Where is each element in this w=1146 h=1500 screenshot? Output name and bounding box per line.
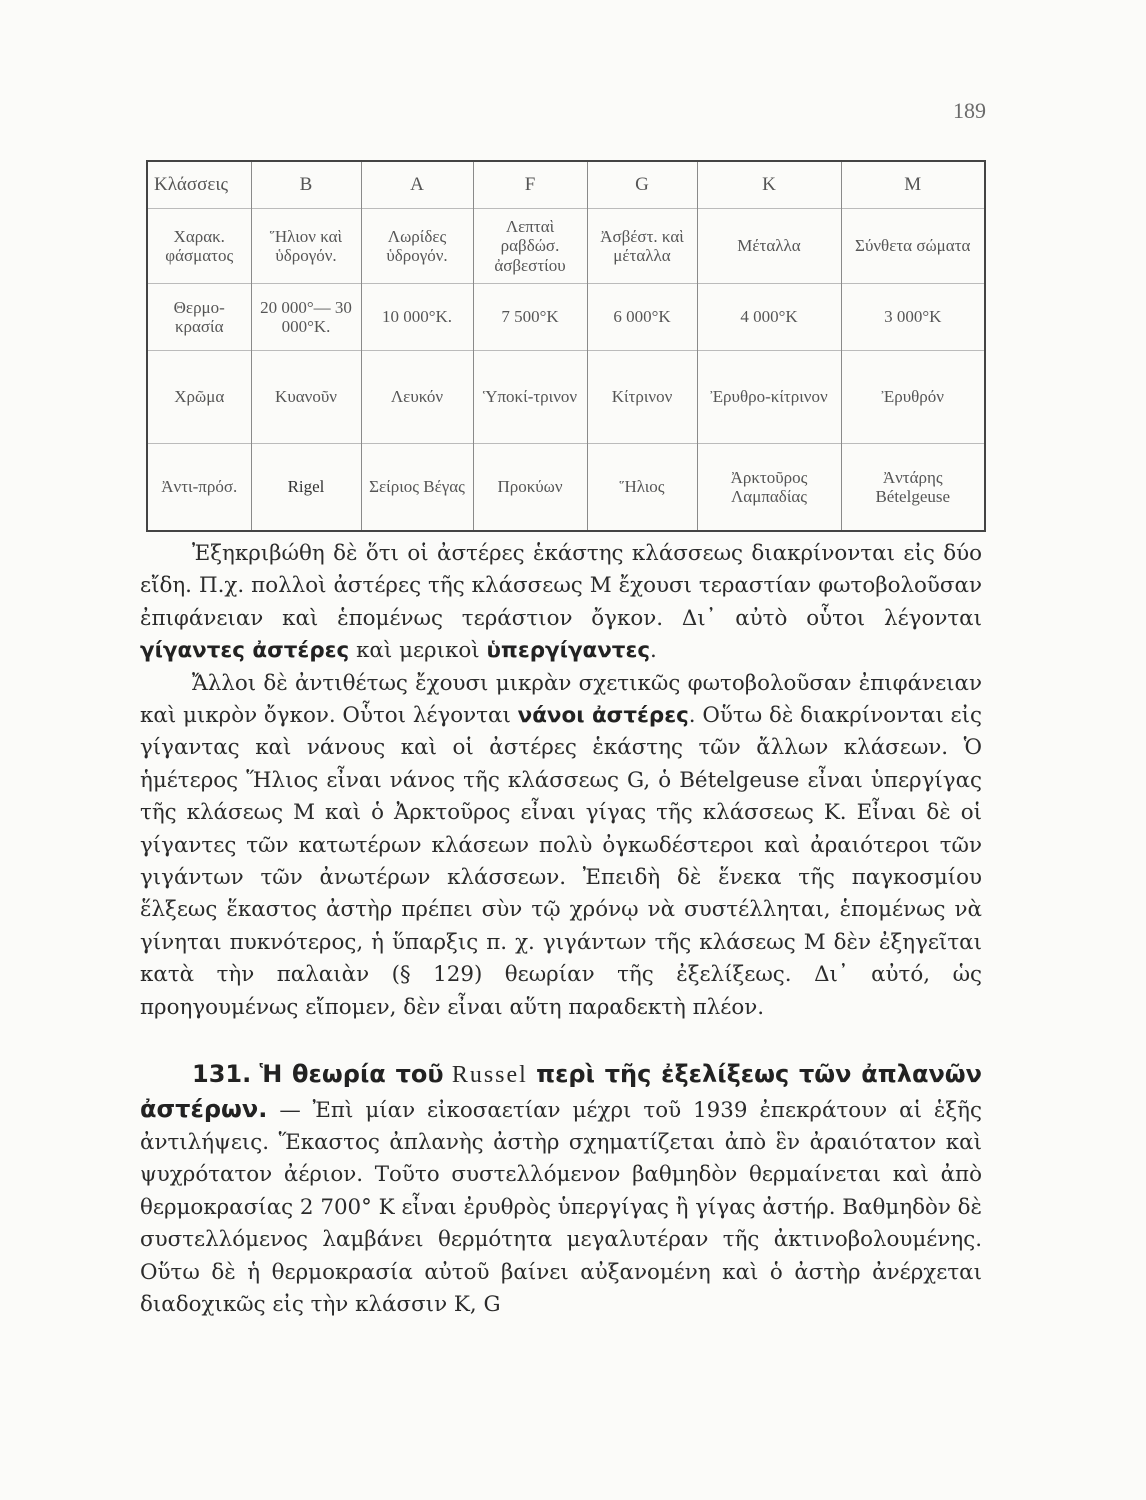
paragraph-text: . (650, 638, 657, 664)
table-cell: Ἥλιος (587, 444, 697, 532)
table-header-cell: Κλάσσεις (147, 161, 251, 209)
table-header-cell: M (841, 161, 985, 209)
table-cell: Ἀντάρης Bételgeuse (841, 444, 985, 532)
section-heading-name: Russel (451, 1062, 528, 1089)
section-text: — Ἐπὶ μίαν εἰκοσαετίαν μέχρι τοῦ 1939 ἐπεκράτουν αἱ ἑξῆς ἀντιλήψεις. Ἕκαστος ἀπλανὴς ἀστὴρ σχηματίζεται ἀπὸ ἓν ἀραιότατον καὶ ψυχρότατον ἀέριον. Τοῦτο συστελλόμενον βαθμηδὸν θερμαίνεται καὶ ἀπὸ θερμοκρασίας 2 700° K εἶναι ἐρυθρὸς ὑπεργίγας ἢ γίγας ἀστήρ. Βαθμηδὸν δὲ συστελλόμενος λαμβάνει θερμότητα μεγαλυτέραν τῆς ἀκτινοβολουμένης. Οὕτω δὲ ἡ θερμοκρασία αὐτοῦ βαίνει αὐξανομένη καὶ ὁ ἀστὴρ ἀνέρχεται διαδοχικῶς εἰς τὴν κλάσσιν K, G (140, 1097, 982, 1317)
table-cell: Rigel (251, 444, 361, 532)
table-cell: Ἐρυθρόν (841, 351, 985, 444)
row-label: Θερμο-κρασία (147, 284, 251, 351)
table-cell: 4 000°K (697, 284, 841, 351)
row-label: Ἀντι-πρόσ. (147, 444, 251, 532)
table-cell: Προκύων (473, 444, 587, 532)
table-cell: Σείριος Βέγας (361, 444, 473, 532)
page-number: 189 (953, 98, 986, 123)
table-cell: Λωρίδες ὑδρογόν. (361, 209, 473, 284)
table-cell: Ἐρυθρο-κίτρινον (697, 351, 841, 444)
table-header-cell: G (587, 161, 697, 209)
section-heading: περὶ τῆς ἐξελίξεως τῶν ἀπλανῶν ἀστέρων. (140, 1060, 982, 1123)
table-cell: Ἀσβέστ. καὶ μέταλλα (587, 209, 697, 284)
table-cell: Σύνθετα σώματα (841, 209, 985, 284)
table-cell: 6 000°K (587, 284, 697, 351)
table-cell: Κίτρινον (587, 351, 697, 444)
table-cell: 10 000°K. (361, 284, 473, 351)
table-cell: Ὑποκί-τρινον (473, 351, 587, 444)
table-header-cell: A (361, 161, 473, 209)
star-class-table (146, 160, 986, 532)
table-header-cell: B (251, 161, 361, 209)
row-label: Χρῶμα (147, 351, 251, 444)
body-text (140, 538, 982, 1321)
term-supergiants: ὑπεργίγαντες (486, 638, 651, 664)
paragraph-text: καὶ μερικοὶ (356, 638, 480, 664)
section-number: 131. (192, 1060, 252, 1089)
table-cell: Ἀρκτοῦρος Λαμπαδίας (697, 444, 841, 532)
paragraph-text: Ἄλλοι δὲ ἀντιθέτως ἔχουσι μικρὰν σχετικῶς φωτοβολοῦσαν ἐπιφάνειαν καὶ μικρὸν ὄγκον. Οὗτοι λέγονται (140, 670, 982, 729)
table-row (147, 284, 985, 351)
paragraph-giants (140, 538, 982, 668)
table-cell: Λευκόν (361, 351, 473, 444)
section-heading: Ἡ θεωρία τοῦ (259, 1060, 444, 1089)
table-cell: Λεπταὶ ραβδώσ. ἀσβεστίου (473, 209, 587, 284)
paragraph-text: Ἐξηκριβώθη δὲ ὅτι οἱ ἀστέρες ἑκάστης κλάσσεως διακρίνονται εἰς δύο εἴδη. Π.χ. πολλοὶ ἀστέρες τῆς κλάσσεως M ἔχουσι τεραστίαν φωτοβολοῦσαν ἐπιφάνειαν καὶ ἑπομένως τεράστιον ὄγκον. Δι᾽ αὐτὸ οὗτοι λέγονται (140, 541, 982, 631)
table-row (147, 351, 985, 444)
table-row (147, 209, 985, 284)
term-dwarf-stars: νάνοι ἀστέρες (517, 703, 689, 729)
table-cell: 3 000°K (841, 284, 985, 351)
table-cell: Ἥλιον καὶ ὑδρογόν. (251, 209, 361, 284)
table-row (147, 444, 985, 532)
table-cell: 7 500°K (473, 284, 587, 351)
term-giant-stars: γίγαντες ἀστέρες (140, 638, 350, 664)
table-header-row (147, 161, 985, 209)
table-cell: Μέταλλα (697, 209, 841, 284)
paragraph-text: . Οὕτω δὲ διακρίνονται εἰς γίγαντας καὶ νάνους καὶ οἱ ἀστέρες ἑκάστης τῶν ἄλλων κλάσεων. Ὁ ἡμέτερος Ἥλιος εἶναι νάνος τῆς κλάσσεως G, ὁ Bételgeuse εἶναι ὑπεργίγας τῆς κλάσεως M καὶ ὁ Ἀρκτοῦρος εἶναι γίγας τῆς κλάσσεως K. Εἶναι δὲ οἱ γίγαντες τῶν κατωτέρων κλάσεων πολὺ ὀγκωδέστεροι καὶ ἀραιότεροι τῶν γιγάντων τῶν ἀνωτέρων κλάσσεων. Ἐπειδὴ δὲ ἕνεκα τῆς παγκοσμίου ἕλξεως ἕκαστος ἀστὴρ πρέπει σὺν τῷ χρόνῳ νὰ συστέλληται, ἑπομένως νὰ γίνηται πυκνότερος, ἡ ὕπαρξις π. χ. γιγάντων τῆς κλάσεως M δὲν ἐξηγεῖται κατὰ τὴν παλαιὰν (§ 129) θεωρίαν τῆς ἐξελίξεως. Δι᾽ αὐτό, ὡς προηγουμένως εἴπομεν, δὲν εἶναι αὕτη παραδεκτὴ πλέον. (140, 703, 983, 1020)
table-header-cell: K (697, 161, 841, 209)
paragraph-dwarfs (140, 668, 982, 1024)
row-label: Χαρακ. φάσματος (147, 209, 251, 284)
section-131 (140, 1058, 982, 1321)
table-cell: Κυανοῦν (251, 351, 361, 444)
table-cell: 20 000°— 30 000°K. (251, 284, 361, 351)
table-header-cell: F (473, 161, 587, 209)
